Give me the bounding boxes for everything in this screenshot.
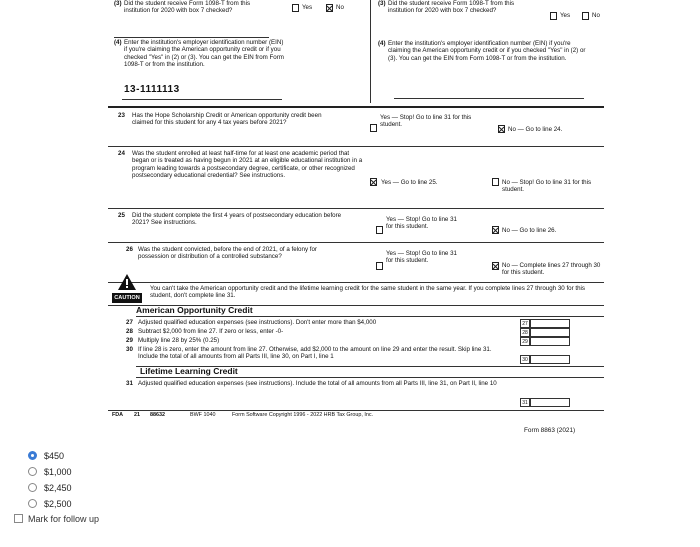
answer-option-1[interactable] <box>28 448 72 464</box>
line-27-number: 27 <box>126 319 133 326</box>
left-q4-text: Enter the institution's employer identification number (EIN) if you're claiming the American opportunity credit or if you checked "Yes" in (2) or (3). You can get the EIN from Form 1098-T or from the institution. <box>124 39 284 69</box>
left-q4-num: (4) <box>114 39 122 46</box>
right-q3-yes-label: Yes <box>560 12 571 19</box>
footer-bwf: BWF 1040 <box>190 412 216 418</box>
line-26-no-checkbox[interactable] <box>492 262 499 270</box>
line-29-number: 29 <box>126 337 133 344</box>
left-q3-no-label: No <box>336 4 344 11</box>
line-25-yes-checkbox[interactable] <box>376 226 383 234</box>
line-27-amount[interactable] <box>530 319 570 328</box>
caution-text: You can't take the American opportunity credit and the lifetime learning credit for the same student in the same year. If you complete lines 27 through 30 for this student, don't complete line 31. <box>150 285 586 300</box>
mark-follow-up[interactable] <box>28 514 99 524</box>
line-23-no-label: No — Go to line 24. <box>508 126 563 133</box>
line-23-no-checkbox[interactable] <box>498 125 505 133</box>
line-24-yes-label: Yes — Go to line 25. <box>381 179 438 186</box>
caution-label: CAUTION <box>112 293 142 303</box>
warning-icon <box>118 274 136 290</box>
line-31-box-label: 31 <box>520 398 530 407</box>
footer-year: 21 <box>134 412 140 418</box>
left-q3-num: (3) <box>114 0 122 7</box>
line-29-text: Multiply line 28 by 25% (0.25) <box>138 337 220 344</box>
right-q3-text: Did the student receive Form 1098-T from this institution for 2020 with box 7 checked? <box>388 0 515 15</box>
line-27-text: Adjusted qualified education expenses (see instructions). Don't enter more than $4,000 <box>138 319 377 326</box>
line-29-box-label: 29 <box>520 337 530 346</box>
radio-icon[interactable] <box>28 483 37 492</box>
right-q3 <box>378 0 604 19</box>
line-25-number: 25 <box>118 212 125 219</box>
line-25-yes-label: Yes — Stop! Go to line 31 for this student. <box>386 216 457 231</box>
line-28-box-label: 28 <box>520 328 530 337</box>
line-25-no-checkbox[interactable] <box>492 226 499 234</box>
line-30-amount[interactable] <box>530 355 570 364</box>
left-q4 <box>114 39 354 69</box>
follow-up-label: Mark for follow up <box>28 514 100 524</box>
line-23-yes-checkbox[interactable] <box>370 124 377 132</box>
left-ein-value[interactable]: 13-1111113 <box>124 84 180 95</box>
footer-form-id: Form 8863 (2021) <box>524 427 576 434</box>
right-q4-text: Enter the institution's employer identification number (EIN) if you're claiming the American opportunity credit or if you checked "Yes" in (2) or (3). You can get the EIN from Form 1098-T or from the institution. <box>388 40 586 62</box>
line-30-number: 30 <box>126 346 133 353</box>
line-28-amount[interactable] <box>530 328 570 337</box>
line-30-text: If line 28 is zero, enter the amount from line 27. Otherwise, add $2,000 to the amount on line 29 and enter the result. Skip line 31. Include the total of all amounts from all Parts III, line 30, on Part I, line 1 <box>138 346 492 361</box>
answer-options <box>28 448 72 512</box>
line-31-number: 31 <box>126 380 133 387</box>
right-q3-no-label: No <box>592 12 600 19</box>
footer-fda: FDA <box>112 412 124 418</box>
right-q3-num: (3) <box>378 0 386 7</box>
left-q3-text: Did the student receive Form 1098-T from this institution for 2020 with box 7 checked? <box>124 0 251 15</box>
line-24-yes-checkbox[interactable] <box>370 178 377 186</box>
footer-copyright: Form Software Copyright 1996 - 2022 HRB Tax Group, Inc. <box>232 412 374 418</box>
line-30-box-label: 30 <box>520 355 530 364</box>
line-26-text: Was the student convicted, before the end of 2021, of a felony for possession or distribution of a controlled substance? <box>138 246 317 261</box>
line-28-number: 28 <box>126 328 133 335</box>
right-q3-yes-checkbox[interactable] <box>550 12 557 20</box>
line-23-yes-label: Yes — Stop! Go to line 31 for this student. <box>380 114 472 129</box>
line-24-no-checkbox[interactable] <box>492 178 499 186</box>
line-23-number: 23 <box>118 112 125 119</box>
line-25-no-label: No — Go to line 26. <box>502 227 557 234</box>
llc-title: Lifetime Learning Credit <box>140 366 238 376</box>
line-31-amount[interactable] <box>530 398 570 407</box>
form-8863-page <box>108 0 604 438</box>
line-26-yes-label: Yes — Stop! Go to line 31 for this student. <box>386 250 457 265</box>
left-q3-no-checkbox[interactable] <box>326 4 333 12</box>
radio-icon[interactable] <box>28 499 37 508</box>
left-q3-yes-checkbox[interactable] <box>292 4 299 12</box>
radio-selected-icon[interactable] <box>28 451 37 460</box>
left-q3-yes-label: Yes <box>302 4 313 11</box>
footer-code: 88632 <box>150 412 165 418</box>
left-q3 <box>114 0 354 15</box>
line-24-text: Was the student enrolled at least half-time for at least one academic period that began or is treated as having begun in 2021 at an eligible educational institution in a program leading towards a postsecondary degree, certificate, or other recognized postsecondary educational credential? See instructions. <box>132 150 363 180</box>
right-q4-num: (4) <box>378 40 386 47</box>
line-25-text: Did the student complete the first 4 years of postsecondary education before 2021? See instructions. <box>132 212 342 227</box>
answer-option-3[interactable] <box>28 480 72 496</box>
answer-option-1-label: $450 <box>44 451 65 461</box>
line-26-number: 26 <box>126 246 133 253</box>
answer-option-2-label: $1,000 <box>44 467 72 477</box>
answer-option-4[interactable] <box>28 496 72 512</box>
line-24-no-label: No — Stop! Go to line 31 for this student. <box>502 179 592 194</box>
line-28-text: Subtract $2,000 from line 27. If zero or less, enter -0- <box>138 328 284 335</box>
line-26-yes-checkbox[interactable] <box>376 262 383 270</box>
answer-option-3-label: $2,450 <box>44 483 72 493</box>
line-23-text: Has the Hope Scholarship Credit or American opportunity credit been claimed for this student for any 4 tax years before 2021? <box>132 112 322 127</box>
right-q4 <box>378 40 604 62</box>
aoc-title: American Opportunity Credit <box>136 305 253 315</box>
right-q3-no-checkbox[interactable] <box>582 12 589 20</box>
radio-icon[interactable] <box>28 467 37 476</box>
follow-up-checkbox[interactable] <box>14 514 23 523</box>
line-27-box-label: 27 <box>520 319 530 328</box>
answer-option-2[interactable] <box>28 464 72 480</box>
line-29-amount[interactable] <box>530 337 570 346</box>
line-24-number: 24 <box>118 150 125 157</box>
line-31-text: Adjusted qualified education expenses (see instructions). Include the total of all amounts from all Parts III, line 31, on Part II, line 10 <box>138 380 497 387</box>
answer-option-4-label: $2,500 <box>44 499 72 509</box>
line-26-no-label: No — Complete lines 27 through 30 for this student. <box>502 262 601 277</box>
